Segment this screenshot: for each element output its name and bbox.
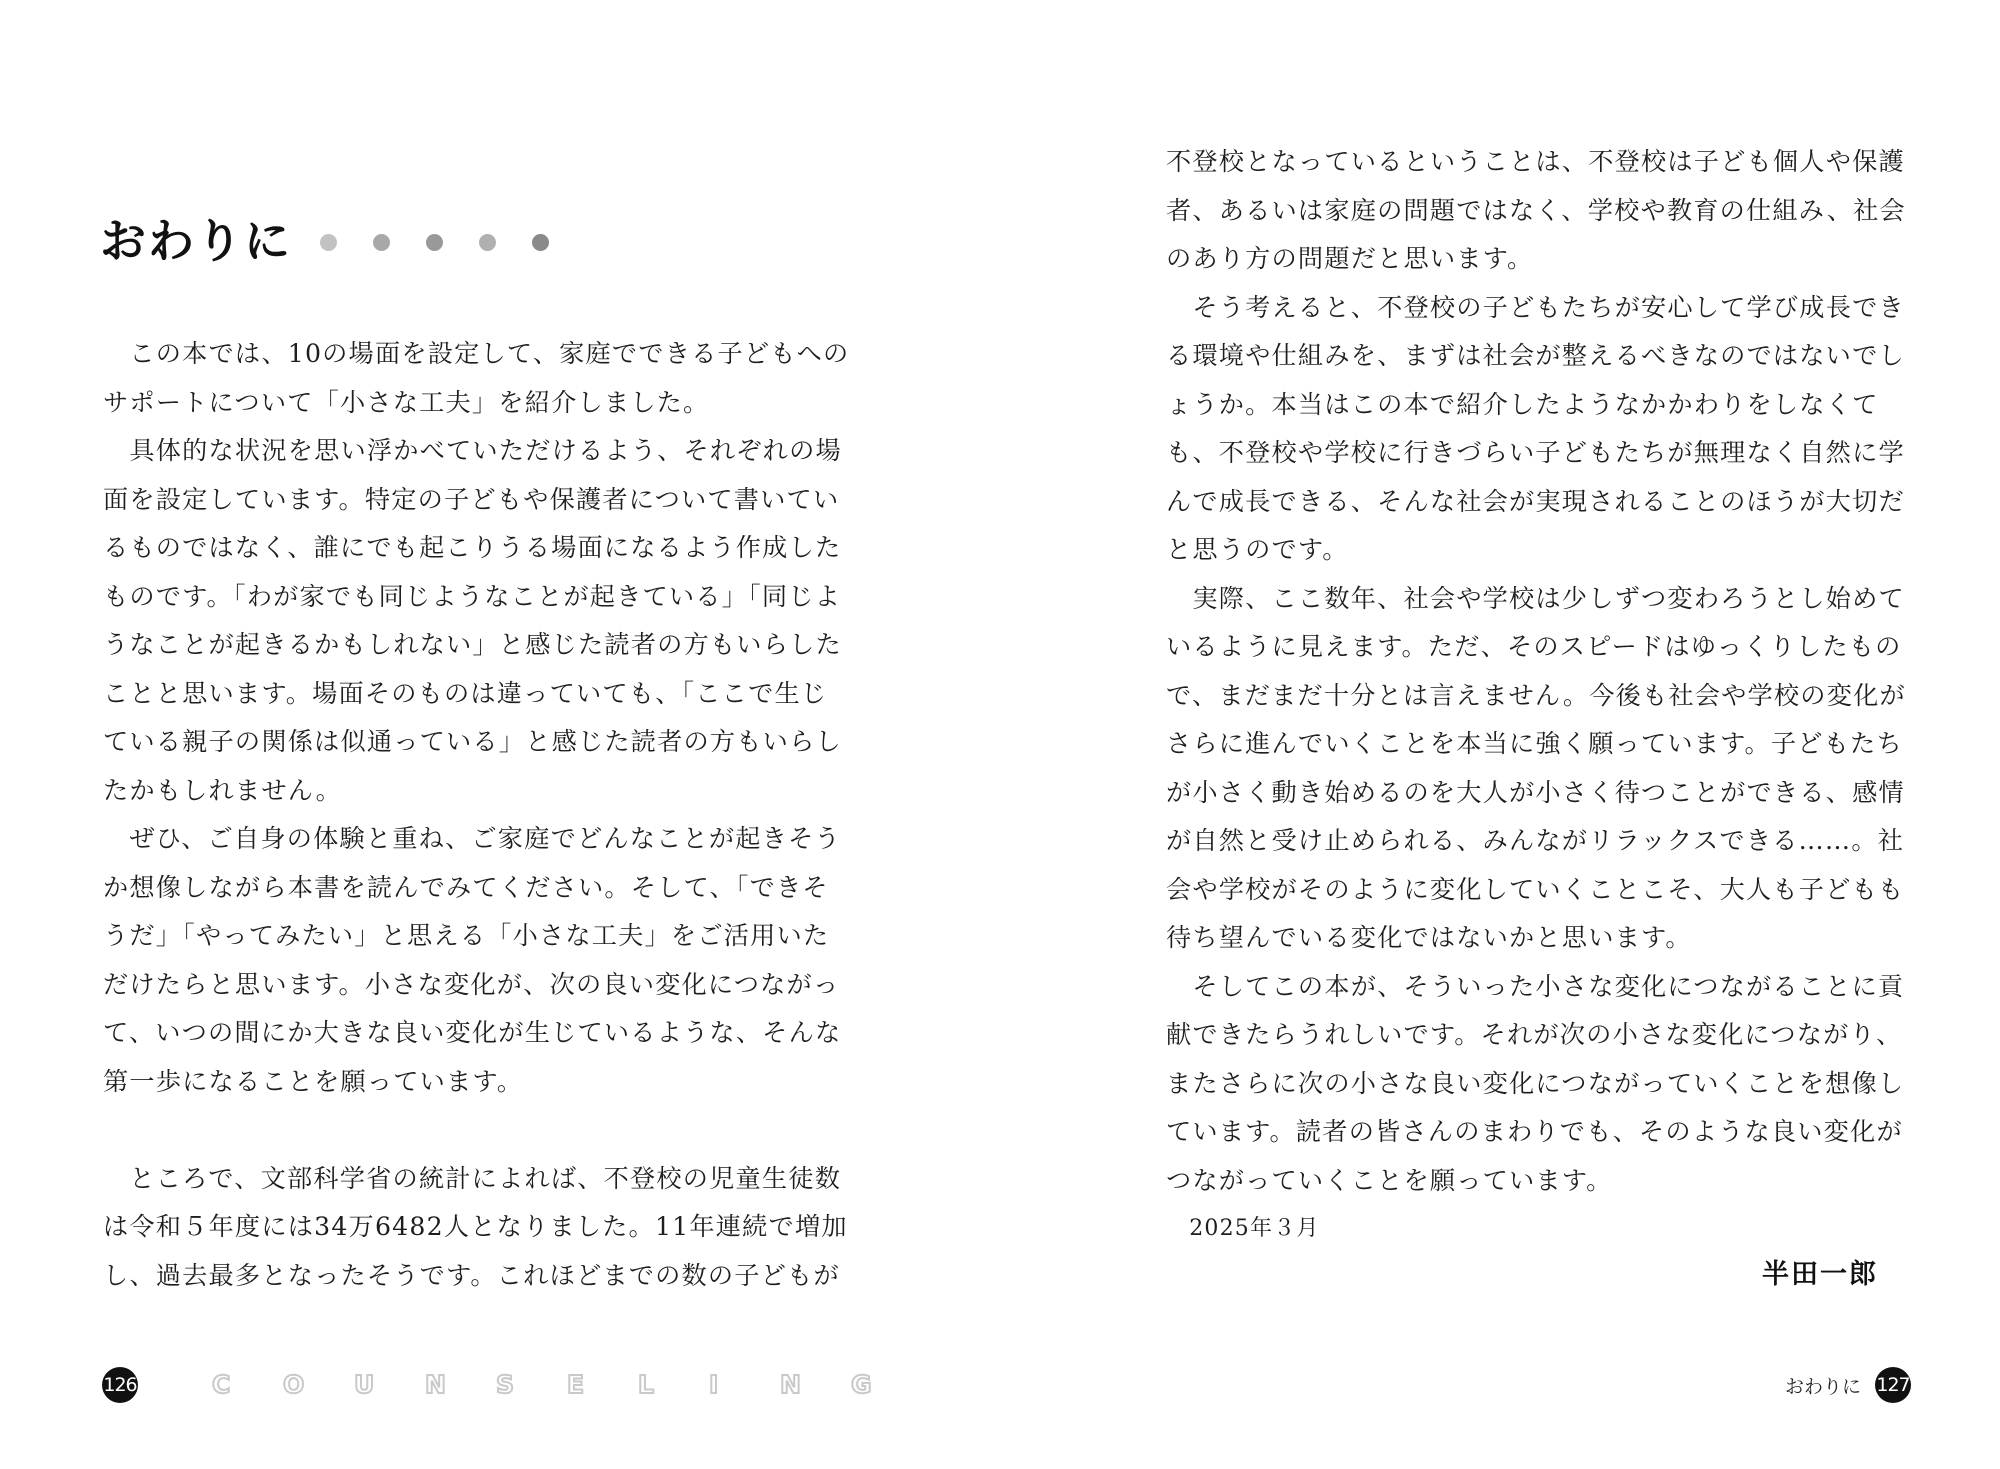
page-number-left: 126	[102, 1367, 138, 1403]
text-line: ています。読者の皆さんのまわりでも、そのような良い変化が	[1166, 1117, 1903, 1146]
text-line: うなことが起きるかもしれない」と感じた読者の方もいらした	[103, 630, 842, 659]
text-line: 実際、ここ数年、社会や学校は少しずつ変わろうとし始めて	[1166, 583, 1905, 613]
text-line: ことと思います。場面そのものは違っていても、「ここで生じ	[103, 678, 828, 708]
running-header-counseling	[212, 1368, 922, 1402]
text-line: またさらに次の小さな良い変化につながっていくことを想像し	[1166, 1068, 1905, 1098]
text-line: 者、あるいは家庭の問題ではなく、学校や教育の仕組み、社会	[1166, 195, 1906, 225]
text-line: のあり方の問題だと思います。	[1166, 244, 1534, 273]
author-name: 半田一郎	[1762, 1259, 1878, 1290]
running-letter: N	[780, 1370, 801, 1399]
right-page	[1000, 0, 2000, 1469]
text-line: 会や学校がそのように変化していくことこそ、大人も子どもも	[1166, 874, 1905, 904]
decorative-dot	[320, 234, 337, 251]
text-line: 待ち望んでいる変化ではないかと思います。	[1166, 923, 1692, 952]
running-title: おわりに	[1785, 1376, 1862, 1398]
text-line: 第一歩になることを願っています。	[103, 1066, 524, 1096]
heading-title: おわりに	[100, 214, 292, 268]
decorative-dot	[426, 234, 443, 251]
text-line: うだ」「やってみたい」と思える「小さな工夫」をご活用いた	[103, 921, 830, 950]
text-line: て、いつの間にか大きな良い変化が生じているような、そんな	[103, 1018, 842, 1047]
text-line: と思うのです。	[1166, 535, 1349, 564]
chapter-heading	[100, 205, 585, 271]
decorative-dot	[532, 234, 549, 251]
running-letter: S	[496, 1370, 515, 1399]
running-letter: I	[709, 1370, 719, 1399]
text-line: 面を設定しています。特定の子どもや保護者について書いてい	[103, 484, 840, 514]
heading-dots	[320, 234, 585, 251]
text-line: る環境や仕組みを、まずは社会が整えるべきなのではないでし	[1166, 341, 1905, 370]
running-letter: L	[638, 1370, 654, 1399]
text-line: ところで、文部科学省の統計によれば、不登校の児童生徒数	[103, 1163, 842, 1193]
left-body-text	[103, 330, 848, 1300]
text-line: が自然と受け止められる、みんながリラックスできる……。社	[1166, 826, 1905, 855]
text-line: サポートについて「小さな工夫」を紹介しました。	[103, 387, 710, 417]
running-letter: U	[354, 1370, 375, 1399]
decorative-dot	[373, 234, 390, 251]
text-line: し、過去最多となったそうです。これほどまでの数の子どもが	[103, 1260, 840, 1290]
decorative-dot	[479, 234, 496, 251]
text-line: 献できたらうれしいです。それが次の小さな変化につながり、	[1166, 1020, 1903, 1049]
text-line: そしてこの本が、そういった小さな変化につながることに貢	[1166, 971, 1905, 1001]
text-line: ものです。「わが家でも同じようなことが起きている」「同じよ	[103, 581, 842, 611]
running-letter: O	[283, 1370, 305, 1399]
page-number-right: 127	[1875, 1367, 1911, 1403]
text-line: さらに進んでいくことを本当に強く願っています。子どもたち	[1166, 729, 1903, 758]
text-line: か想像しながら本書を読んでみてください。そして、「できそ	[103, 872, 829, 902]
right-body-text	[1166, 138, 1911, 1254]
text-line: たかもしれません。	[103, 775, 342, 805]
text-line: この本では、10の場面を設定して、家庭でできる子どもへの	[103, 339, 850, 368]
text-line: ぜひ、ご自身の体験と重ね、ご家庭でどんなことが起きそう	[103, 824, 841, 853]
blank-line	[103, 1106, 848, 1155]
text-line: で、まだまだ十分とは言えません。今後も社会や学校の変化が	[1166, 680, 1906, 710]
text-line: んで成長できる、そんな社会が実現されることのほうが大切だ	[1166, 486, 1905, 516]
text-line: そう考えると、不登校の子どもたちが安心して学び成長でき	[1166, 292, 1905, 322]
text-line: ょうか。本当はこの本で紹介したようなかかわりをしなくて	[1166, 389, 1879, 419]
text-line: も、不登校や学校に行きづらい子どもたちが無理なく自然に学	[1166, 438, 1905, 467]
text-line: が小さく動き始めるのを大人が小さく待つことができる、感情	[1166, 777, 1905, 807]
running-letter: C	[212, 1370, 231, 1399]
text-line: 具体的な状況を思い浮かべていただけるよう、それぞれの場	[103, 436, 842, 465]
text-line: ている親子の関係は似通っている」と感じた読者の方もいらし	[103, 727, 842, 756]
text-line: は令和５年度には34万6482人となりました。11年連続で増加	[103, 1212, 848, 1241]
text-line: るものではなく、誰にでも起こりうる場面になるよう作成した	[103, 533, 842, 562]
running-letter: N	[425, 1370, 446, 1399]
date-line: 2025年３月	[1166, 1216, 1320, 1241]
text-line: いるように見えます。ただ、そのスピードはゆっくりしたもの	[1166, 632, 1902, 661]
text-line: だけたらと思います。小さな変化が、次の良い変化につながっ	[103, 969, 840, 999]
text-line: 不登校となっているということは、不登校は子ども個人や保護	[1166, 147, 1905, 176]
running-letter: G	[851, 1370, 872, 1399]
text-line: つながっていくことを願っています。	[1166, 1165, 1613, 1195]
running-letter: E	[567, 1370, 585, 1399]
